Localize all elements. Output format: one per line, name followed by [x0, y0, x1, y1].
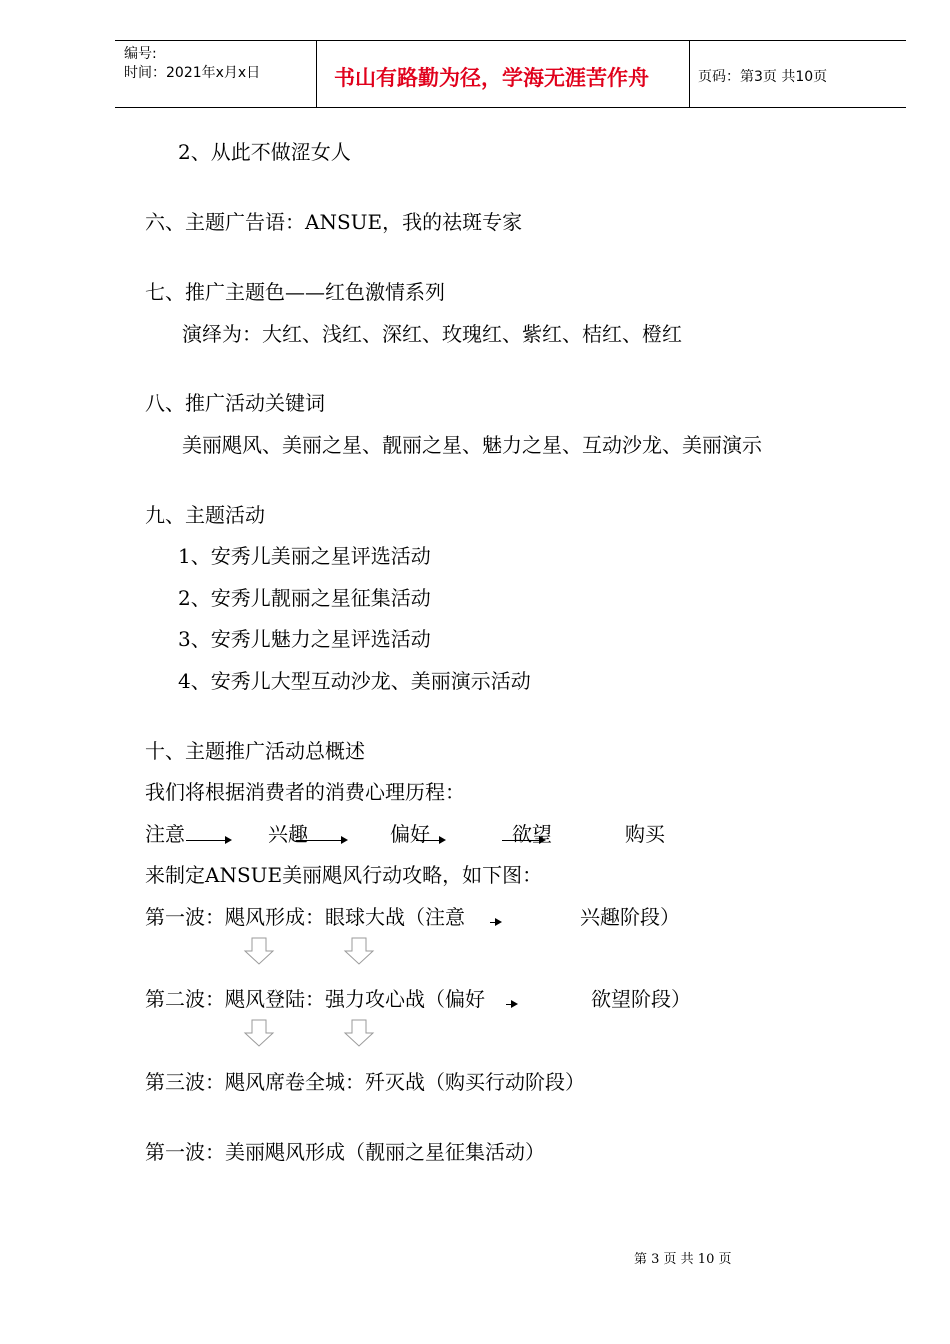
right-arrow-icon [506, 1004, 512, 1005]
activity-item: 2、安秀儿靓丽之星征集活动 [178, 586, 431, 610]
down-arrow-icon [243, 1019, 275, 1047]
header-divider-right [689, 40, 690, 107]
right-arrow-icon [416, 840, 440, 841]
section-9-heading: 九、主题活动 [145, 503, 265, 527]
down-arrow-icon [343, 1019, 375, 1047]
section-8-heading: 八、推广活动关键词 [145, 391, 325, 415]
wave-3: 第三波：飓风席卷全城：歼灭战（购买行动阶段） [145, 1070, 585, 1094]
header-time-label: 时间：2021年x月x日 [124, 65, 261, 81]
page-footer: 第 3 页 共 10 页 [634, 1252, 732, 1267]
wave-2-prefix: 第二波：飓风登陆：强力攻心战（偏好 [145, 987, 485, 1011]
header-divider-left [316, 40, 317, 107]
header-top-border [115, 40, 906, 41]
section-7-detail: 演绎为：大红、浅红、深红、玫瑰红、紫红、桔红、橙红 [182, 322, 682, 346]
header-number-label: 编号: [124, 46, 157, 62]
wave-1-prefix: 第一波：飓风形成：眼球大战（注意 [145, 905, 465, 929]
section-10-heading: 十、主题推广活动总概述 [145, 739, 365, 763]
stage-label: 欲望 [512, 822, 552, 846]
right-arrow-icon [502, 840, 540, 841]
activity-item: 1、安秀儿美丽之星评选活动 [178, 544, 431, 568]
section-7-heading: 七、推广主题色——红色激情系列 [145, 280, 445, 304]
stage-label: 偏好 [390, 822, 430, 846]
header-bottom-border [115, 107, 906, 108]
wave-1-suffix: 兴趣阶段） [580, 905, 680, 929]
down-arrow-icon [343, 937, 375, 965]
section-8-detail: 美丽飓风、美丽之星、靓丽之星、魅力之星、互动沙龙、美丽演示 [182, 433, 762, 457]
header-page-label: 页码：第3页 共10页 [698, 69, 828, 85]
down-arrow-icon [243, 937, 275, 965]
right-arrow-icon [490, 922, 496, 923]
stage-label: 购买 [625, 822, 665, 846]
stage-label: 兴趣 [268, 822, 308, 846]
header-motto: 书山有路勤为径，学海无涯苦作舟 [334, 66, 649, 90]
right-arrow-icon [296, 840, 342, 841]
strategy-intro: 来制定ANSUE美丽飓风行动攻略，如下图： [145, 863, 543, 887]
section-6-heading: 六、主题广告语：ANSUE，我的祛斑专家 [145, 210, 523, 234]
activity-item: 4、安秀儿大型互动沙龙、美丽演示活动 [178, 669, 531, 693]
wave-2-suffix: 欲望阶段） [591, 987, 691, 1011]
stage-label: 注意 [145, 822, 185, 846]
right-arrow-icon [186, 840, 226, 841]
process-intro: 我们将根据消费者的消费心理历程： [145, 780, 465, 804]
list-item-2: 2、从此不做涩女人 [178, 140, 351, 164]
activity-item: 3、安秀儿魅力之星评选活动 [178, 627, 431, 651]
wave-1-title: 第一波：美丽飓风形成（靓丽之星征集活动） [145, 1140, 545, 1164]
